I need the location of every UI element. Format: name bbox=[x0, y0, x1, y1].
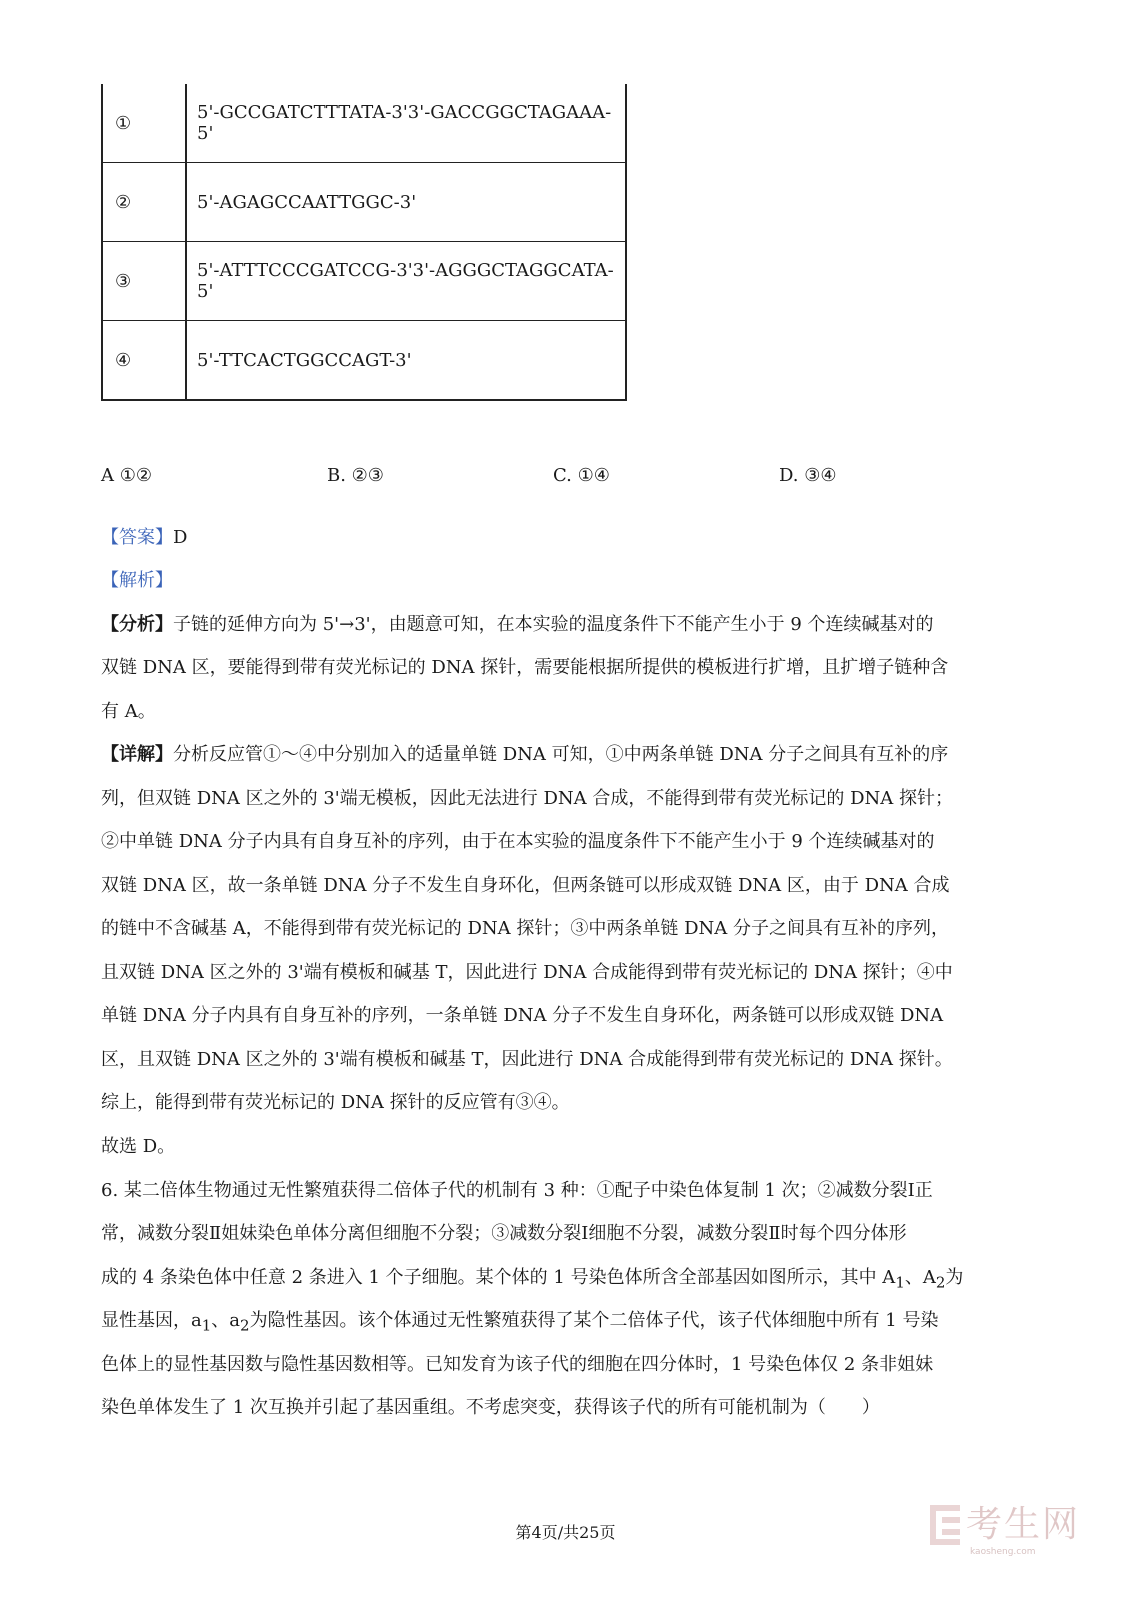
table-row bbox=[102, 84, 626, 163]
fenxi-line-1 bbox=[101, 610, 934, 636]
row-number: ③ bbox=[102, 242, 186, 321]
fenxi-tag: 【分析】 bbox=[101, 614, 173, 635]
xiangjie-line-6: 且双链 DNA 区之外的 3'端有模板和碱基 T，因此进行 DNA 合成能得到带有荧光标记的 DNA 探针；④中 bbox=[101, 962, 953, 983]
xiangjie-line-7: 单链 DNA 分子内具有自身互补的序列，一条单链 DNA 分子不发生自身环化，两条链可以形成双链 DNA bbox=[101, 1005, 944, 1026]
subscript: 1 bbox=[201, 1316, 212, 1335]
q6-line-2: 常，减数分裂Ⅱ姐妹染色单体分离但细胞不分裂；③减数分裂Ⅰ细胞不分裂，减数分裂Ⅱ时每个四分体形 bbox=[101, 1223, 907, 1244]
q6-line-1: 6. 某二倍体生物通过无性繁殖获得二倍体子代的机制有 3 种：①配子中染色体复制 1 次；②减数分裂Ⅰ正 bbox=[101, 1180, 933, 1201]
fenxi-line-2: 双链 DNA 区，要能得到带有荧光标记的 DNA 探针，需要能根据所提供的模板进行扩增，且扩增子链种含 bbox=[101, 657, 949, 678]
xiangjie-line-5: 的链中不含碱基 A，不能得到带有荧光标记的 DNA 探针；③中两条单链 DNA 分子之间具有互补的序列， bbox=[101, 918, 949, 939]
xiangjie-line-9: 综上，能得到带有荧光标记的 DNA 探针的反应管有③④。 bbox=[101, 1092, 570, 1113]
xiangjie-line-1 bbox=[101, 740, 948, 766]
watermark-text: 考生网 bbox=[966, 1504, 1081, 1545]
table-row bbox=[102, 163, 626, 242]
row-sequence: 5'-GCCGATCTTTATA-3'3'-GACCGGCTAGAAA-5' bbox=[197, 102, 612, 144]
answer-tag: 【答案】 bbox=[101, 527, 173, 548]
xiangjie-line-10: 故选 D。 bbox=[101, 1136, 176, 1157]
row-sequence: 5'-AGAGCCAATTGGC-3' bbox=[186, 163, 626, 242]
q6-text: 成的 4 条染色体中任意 2 条进入 1 个子细胞。某个体的 1 号染色体所含全部基因如图所示，其中 A bbox=[101, 1267, 896, 1288]
q6-line-4 bbox=[101, 1306, 938, 1335]
row-number: ① bbox=[102, 84, 186, 163]
option-c: C. ①④ bbox=[553, 465, 610, 486]
subscript: 2 bbox=[240, 1316, 250, 1335]
row-number: ④ bbox=[102, 321, 186, 401]
row-sequence: 5'-ATTTCCCGATCCG-3'3'-AGGGCTAGGCATA-5' bbox=[186, 242, 626, 321]
q6-text: 为 bbox=[945, 1267, 964, 1288]
answer-value: D bbox=[173, 527, 188, 548]
xiangjie-tag: 【详解】 bbox=[101, 744, 173, 765]
table-row bbox=[102, 321, 626, 401]
sequence-table bbox=[101, 84, 627, 401]
watermark-sub: kaosheng.com bbox=[970, 1547, 1036, 1557]
answer-line bbox=[101, 523, 187, 549]
q6-line-3 bbox=[101, 1263, 963, 1292]
option-d: D. ③④ bbox=[779, 465, 837, 486]
q6-text: 、a bbox=[211, 1310, 241, 1331]
q6-text: 、A bbox=[904, 1267, 936, 1288]
subscript: 1 bbox=[895, 1273, 905, 1292]
q6-line-6: 染色单体发生了 1 次互换并引起了基因重组。不考虑突变，获得该子代的所有可能机制为（ ） bbox=[101, 1397, 880, 1418]
watermark-logo bbox=[930, 1504, 1081, 1557]
option-a: A ①② bbox=[101, 465, 152, 486]
subscript: 2 bbox=[935, 1273, 946, 1292]
page-number: 第4页/共25页 bbox=[515, 1523, 616, 1542]
xiangjie-line-3: ②中单链 DNA 分子内具有自身互补的序列，由于在本实验的温度条件下不能产生小于 9 个连续碱基对的 bbox=[101, 831, 935, 852]
logo-icon bbox=[930, 1505, 960, 1545]
xiangjie-line-2: 列，但双链 DNA 区之外的 3'端无模板，因此无法进行 DNA 合成，不能得到带有荧光标记的 DNA 探针； bbox=[101, 788, 953, 809]
q6-text: 显性基因，a bbox=[101, 1310, 202, 1331]
table-row bbox=[102, 242, 626, 321]
analysis-tag: 【解析】 bbox=[101, 570, 173, 591]
fenxi-text: 子链的延伸方向为 5'→3'，由题意可知，在本实验的温度条件下不能产生小于 9 个连续碱基对的 bbox=[173, 614, 934, 635]
fenxi-line-3: 有 A。 bbox=[101, 701, 156, 722]
xiangjie-line-4: 双链 DNA 区，故一条单链 DNA 分子不发生自身环化，但两条链可以形成双链 DNA 区，由于 DNA 合成 bbox=[101, 875, 950, 896]
option-b: B. ②③ bbox=[327, 465, 384, 486]
xiangjie-text: 分析反应管①～④中分别加入的适量单链 DNA 可知，①中两条单链 DNA 分子之间具有互补的序 bbox=[173, 744, 949, 765]
row-number: ② bbox=[102, 163, 186, 242]
row-sequence: 5'-TTCACTGGCCAGT-3' bbox=[186, 321, 626, 401]
q6-text: 为隐性基因。该个体通过无性繁殖获得了某个二倍体子代，该子代体细胞中所有 1 号染 bbox=[249, 1310, 939, 1331]
xiangjie-line-8: 区，且双链 DNA 区之外的 3'端有模板和碱基 T，因此进行 DNA 合成能得到带有荧光标记的 DNA 探针。 bbox=[101, 1049, 953, 1070]
q6-line-5: 色体上的显性基因数与隐性基因数相等。已知发育为该子代的细胞在四分体时，1 号染色体仅 2 条非姐妹 bbox=[101, 1354, 934, 1375]
